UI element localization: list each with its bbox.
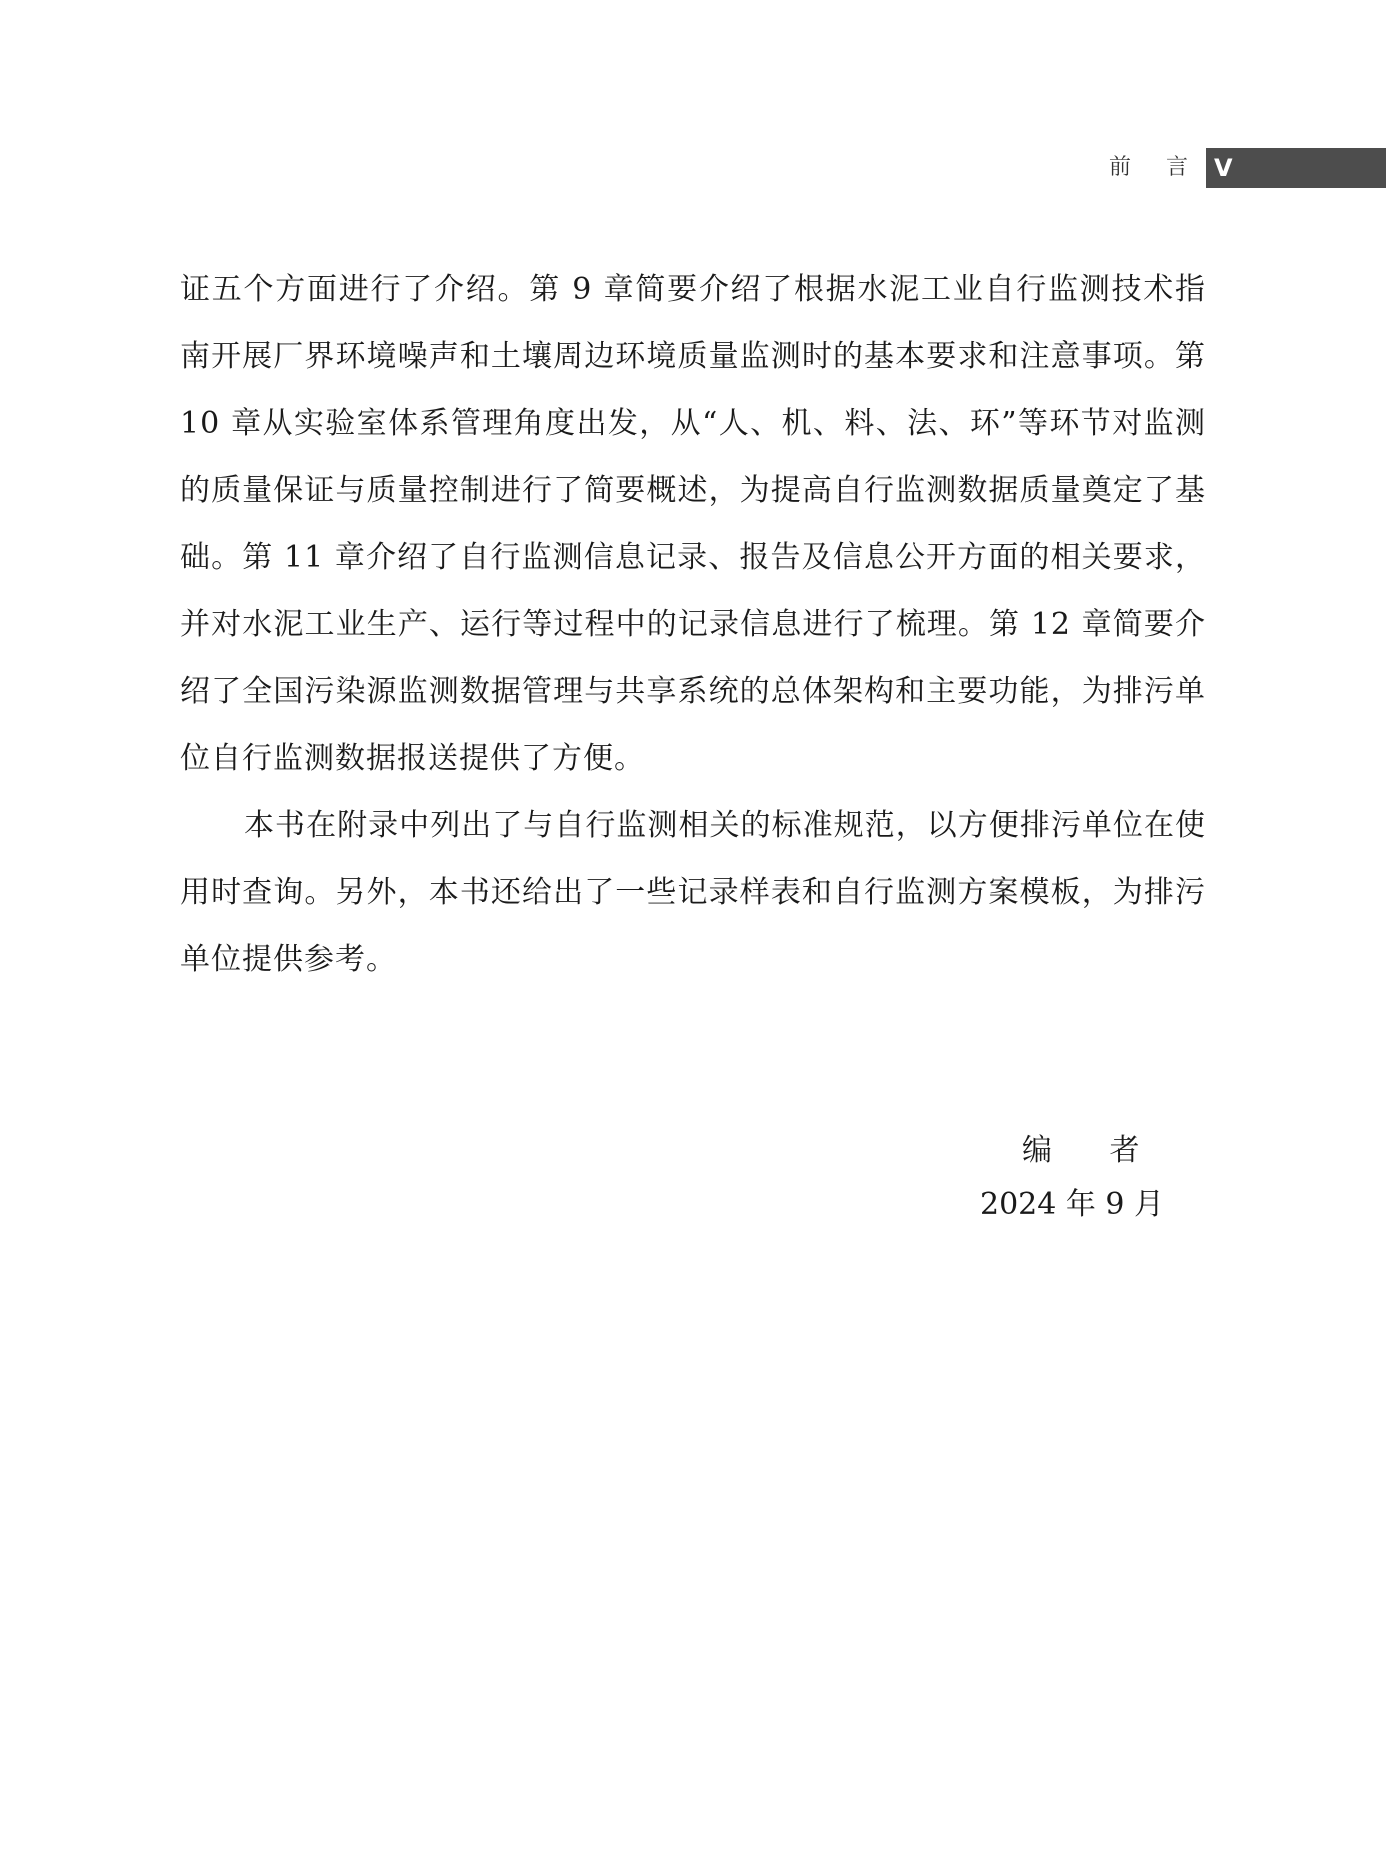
page-number: V [1214, 154, 1233, 182]
signature-block [980, 1124, 1164, 1232]
signature-date: 2024 年 9 月 [980, 1187, 1165, 1222]
body-text [180, 256, 1206, 993]
page-number-tab [1206, 148, 1386, 188]
author-signature: 编 者 [1022, 1133, 1164, 1168]
paragraph-continued: 证五个方面进行了介绍。第 9 章简要介绍了根据水泥工业自行监测技术指南开展厂界环境噪声和土壤周边环境质量监测时的基本要求和注意事项。第 10 章从实验室体系管理角度出发，从“人、机、料、法、环”等环节对监测的质量保证与质量控制进行了简要概述，为提高自行监测数据质量奠定了基础。第 11 章介绍了自行监测信息记录、报告及信息公开方面的相关要求，并对水泥工业生产、运行等过程中的记录信息进行了梳理。第 12 章简要介绍了全国污染源监测数据管理与共享系统的总体架构和主要功能，为排污单位自行监测数据报送提供了方便。 [180, 272, 1206, 776]
paragraph-appendix-note: 本书在附录中列出了与自行监测相关的标准规范，以方便排污单位在使用时查询。另外，本书还给出了一些记录样表和自行监测方案模板，为排污单位提供参考。 [180, 808, 1206, 977]
section-title: 前 言 [1109, 155, 1202, 180]
running-header [1109, 148, 1386, 188]
